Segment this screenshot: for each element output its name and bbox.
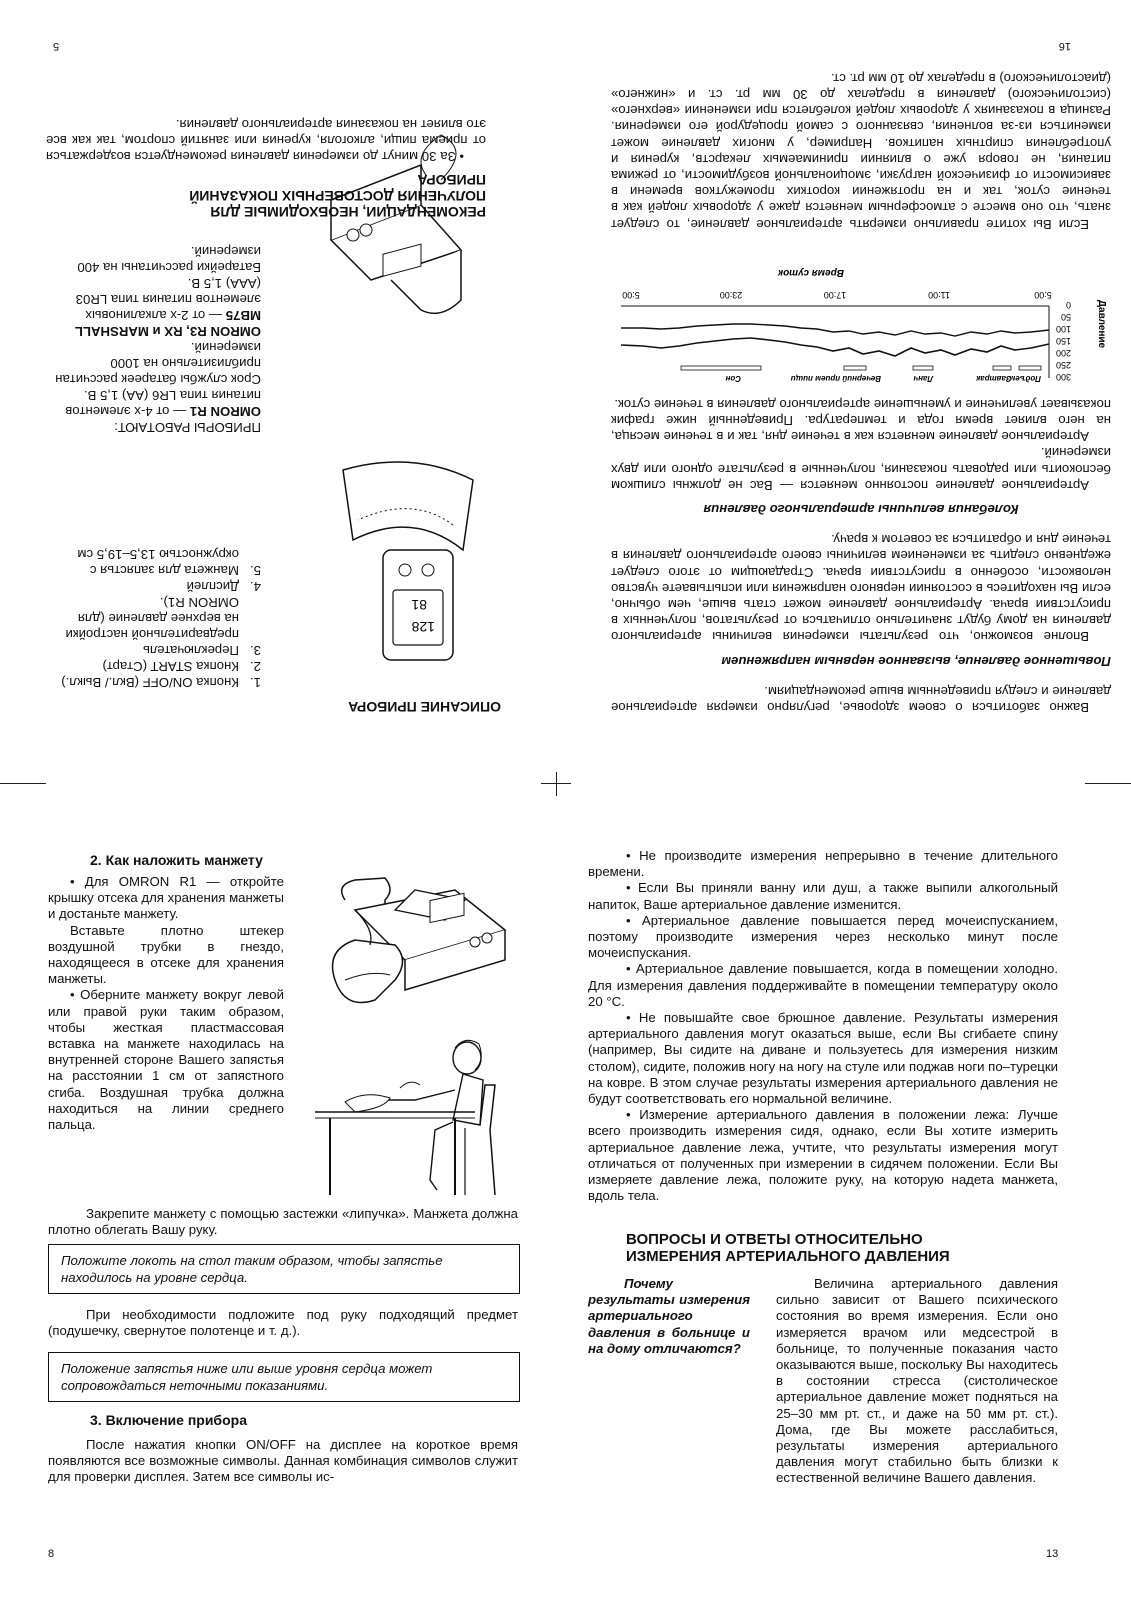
- description-title: ОПИСАНИЕ ПРИБОРА: [348, 699, 501, 715]
- support-paragraph: При необходимости подложите под руку подходящий предмет (подушечку, свернутое полотенце и т. д.).: [48, 1307, 518, 1339]
- recommendations-text: • За 30 минут до измерения давления рекомендуется воздержаться от приема пищи, алкоголя, курения или занятий спортом, так как все это влияет на показания артериального давления.: [46, 116, 486, 164]
- tip-item: • Измерение артериального давления в положении лежа: Лучше всего производить измерения сидя, однако, если Вы хотите измерить артериальное давление лежа, учтите, что результаты измерения могут отличаться от полученных при измерении в сидячем положении. Если Вы измеряете давление лежа, положите руку, на которую надета манжета, вдоль тела.: [588, 1107, 1058, 1204]
- chart-xticks: [622, 290, 1052, 300]
- section-heading-cuff: 2. Как наложить манжету: [90, 852, 263, 868]
- diastolic-line: [621, 324, 1049, 336]
- section-title-nervous: Повышенное давление, вызванное нервным напряжением: [721, 653, 1111, 669]
- parts-item: 2. Кнопка START (Старт): [102, 659, 261, 674]
- ytick: 50: [1060, 311, 1071, 322]
- event-label: Сон: [725, 373, 741, 383]
- xtick: 17:00: [823, 289, 847, 300]
- xtick: 5:00: [1034, 289, 1052, 300]
- section-heading-power-on: 3. Включение прибора: [90, 1412, 247, 1428]
- cuff-text-column: [48, 874, 284, 1133]
- intro-paragraph: Важно заботиться о своем здоровье, регулярно измеряя артериальное давление и следуя приведенным выше рекомендациям.: [611, 683, 1111, 715]
- note-box-wrist-position: Положение запястья ниже или выше уровня сердца может сопровождаться неточными показаниями.: [48, 1352, 520, 1402]
- tip-item: • Не повышайте свое брюшное давление. Результаты измерения артериального давления могут оказаться выше, если Вы сгибаете спину (например, Вы сидите на диване и пользуетесь для измерения низким столом), сидите, положив ногу на ногу на стуле или поджав ноги по–турецки на ковре. В этом случае результаты измерения артериального давления не будут соответствовать его нормальной величине.: [588, 1010, 1058, 1107]
- cuff-device-illustration: [315, 870, 515, 1020]
- seated-person-illustration: [315, 1030, 515, 1200]
- page-number: 5: [53, 40, 60, 52]
- tips-column: [588, 848, 1058, 1204]
- xtick: 23:00: [719, 289, 743, 300]
- chart-xlabel: Время суток: [778, 266, 844, 278]
- ytick: 100: [1055, 323, 1071, 334]
- top-left-page: [41, 699, 501, 715]
- tip-item: • Если Вы приняли ванну или душ, а также выпили алкогольный напиток, Ваше артериальное давление изменится.: [588, 880, 1058, 912]
- ytick: 150: [1055, 335, 1071, 346]
- nervous-paragraph: Вполне возможно, что результаты измерения величины артериального давления на дому будут значительно отличаться от результатов, полученных в присутствии врача. Артериальное давление может стать выше, чем обычно, если Вы находитесь в состоянии нервного напряжения или испытываете чувство неловкости, особенно в присутствии врача. Страдающим от этого следует ежедневно следить за изменением величины своего артериального давления в течение дня и обратиться за советом к врачу.: [611, 532, 1111, 645]
- parts-list: [51, 546, 261, 690]
- pressure-chart: [611, 236, 1111, 386]
- top-half-upside-down: [0, 0, 1131, 770]
- variation-paragraph: Если Вы хотите правильно измерять артериальное давление, то следует знать, что оно вместе с атмосферным меняется даже у здоровых людей как в течение суток, так и на протяжении коротких промежутков времени в зависимости от физической нагрузки, эмоциональной возбудимости, от режима питания, не говоря уже о влиянии принимаемых лекарств, курения и употребления спиртных напитков. Например, у многих давление может измениться из-за волнения, связанного с самой процедурой его измерения. Разница в показаниях у здоровых людей колеблется при изменении «верхнего» (систолического) давления в пределах до 30 мм рт. ст. и «нижнего» (диастолического) в пределах до 10 мм рт. ст.: [611, 70, 1111, 232]
- wrist-device-illustration: [323, 450, 483, 700]
- ytick: 0: [1065, 299, 1071, 310]
- crop-mark-center-v: [556, 772, 557, 796]
- parts-item: 5. Манжета для запястья с окружностью 13,5–19,5 см: [77, 547, 261, 578]
- display-dia: 81: [411, 597, 427, 613]
- page-number: 16: [1058, 40, 1071, 52]
- parts-item: 3. Переключатель предварительной настройки на верхнее давление (для OMRON R1).: [65, 595, 261, 658]
- devices-title: ПРИБОРЫ РАБОТАЮТ:: [114, 420, 261, 435]
- section-title-fluctuation: Колебания величины артериального давления: [703, 501, 1019, 517]
- cuff-paragraph-2: Вставьте плотно штекер воздушной трубки в гнездо, находящееся в отсеке для хранения манжеты.: [48, 922, 284, 987]
- chart-ylabel: Давление: [1096, 299, 1107, 348]
- chart-yticks: [1056, 300, 1071, 382]
- qa-question: Почему результаты измерения артериального давления в больнице и на дому отличаются?: [588, 1276, 750, 1356]
- velcro-paragraph: Закрепите манжету с помощью застежки «липучка». Манжета должна плотно облегать Вашу руку.: [48, 1206, 518, 1238]
- parts-item: 1. Кнопка ON/OFF (Вкл./ Выкл.): [61, 675, 261, 690]
- tip-item: • Артериальное давление повышается перед мочеиспусканием, поэтому производите измерения через несколько минут после мочеиспускания.: [588, 912, 1058, 961]
- parts-item: 4. Дисплей: [186, 579, 261, 594]
- crop-mark-right: [1085, 783, 1131, 784]
- event-label: Ланч: [913, 373, 933, 383]
- power-on-paragraph: После нажатия кнопки ON/OFF на дисплее на короткое время появляются все возможные символы. Данная комбинация символов служит для проверки дисплея. Затем все символы ис-: [48, 1437, 518, 1485]
- note-box-elbow: Положите локоть на стол таким образом, чтобы запястье находилось на уровне сердца.: [48, 1244, 520, 1294]
- display-sys: 128: [411, 619, 435, 635]
- device-r1-life: Срок службы батареек рассчитан приблизительно на 1000 измерений.: [55, 340, 261, 387]
- event-label: Подъем: [1009, 373, 1041, 383]
- event-label: Завтрак: [976, 373, 1011, 383]
- ytick: 250: [1055, 359, 1071, 370]
- cuff-paragraph-3: • Оберните манжету вокруг левой или правой руки таким образом, чтобы жесткая пластмассовая вставка на манжете находилась на внутренней стороне Вашего запястья на расстоянии 1 см от запястного сгиба. Воздушная трубка должна находиться на линии среднего пальца.: [48, 987, 284, 1133]
- xtick: 11:00: [928, 289, 950, 300]
- tip-item: • Артериальное давление повышается, когда в помещении холодно. Для измерения давления поддерживайте в помещении температуру около 20 °С.: [588, 961, 1058, 1009]
- page-number: 8: [48, 1548, 55, 1560]
- systolic-line: [621, 338, 1049, 356]
- crop-mark-left: [0, 783, 46, 784]
- qa-answer: Величина артериального давления сильно зависит от Вашего психического состояния во время измерения. Если оно измеряется врачом или медсестрой в больнице, то полученные показания часто оказываются выше, поскольку Вы находитесь в состоянии стресса (систолическое артериальное давление может подняться на 25–30 мм рт. ст., и даже на 50 мм рт. ст.). Дома, где Вы можете расслабиться, результаты измерения артериального давления могут стабильно быть близки к естественной величине Вашего давления.: [776, 1276, 1058, 1486]
- chart-events: [681, 366, 1041, 383]
- qa-title: ВОПРОСЫ И ОТВЕТЫ ОТНОСИТЕЛЬНО ИЗМЕРЕНИЯ АРТЕРИАЛЬНОГО ДАВЛЕНИЯ: [626, 1231, 950, 1265]
- device-r1: OMRON R1 — от 4-х элементов питания типа LR6 (AA) 1,5 В.: [65, 388, 261, 419]
- tip-item: • Не производите измерения непрерывно в течение длительного времени.: [588, 848, 1058, 880]
- device-r3-life: Батарейки рассчитаны на 400 измерений.: [77, 244, 261, 275]
- cuff-paragraph-1: • Для OMRON R1 — откройте крышку отсека для хранения манжеты и достаньте манжету.: [48, 874, 284, 922]
- ytick: 300: [1055, 371, 1071, 382]
- ytick: 200: [1055, 347, 1071, 358]
- top-right-page: [611, 70, 1111, 715]
- xtick: 5:00: [622, 289, 640, 300]
- device-r3: OMRON R3, RX и MARSHALL MB75 — от 2-х алкалиновых элементов питания типа LR03 (AAA) 1,5 В.: [75, 276, 261, 339]
- recommendations-title: РЕКОМЕНДАЦИИ, НЕОБХОДИМЫЕ ДЛЯ ПОЛУЧЕНИЯ ДОСТОВЕРНЫХ ПОКАЗАНИЙ ПРИБОРА: [189, 172, 486, 220]
- fluctuation-paragraph-2: Артериальное давление меняется как в течение дня, так и в течение месяца, на него влияет время года и температура. Приведенный ниже график показывает увеличение и уменьшение артериального давления в течение суток.: [611, 396, 1111, 445]
- fluctuation-paragraph-1: Артериальное давление постоянно меняется — Вас не должны слишком беспокоить или радовать показания, полученные в результате одного или двух измерений.: [611, 445, 1111, 493]
- page-number: 13: [1046, 1548, 1059, 1560]
- devices-block: [51, 243, 261, 435]
- recommendations: [46, 115, 486, 220]
- event-label: Вечерний прием пищи: [790, 373, 881, 383]
